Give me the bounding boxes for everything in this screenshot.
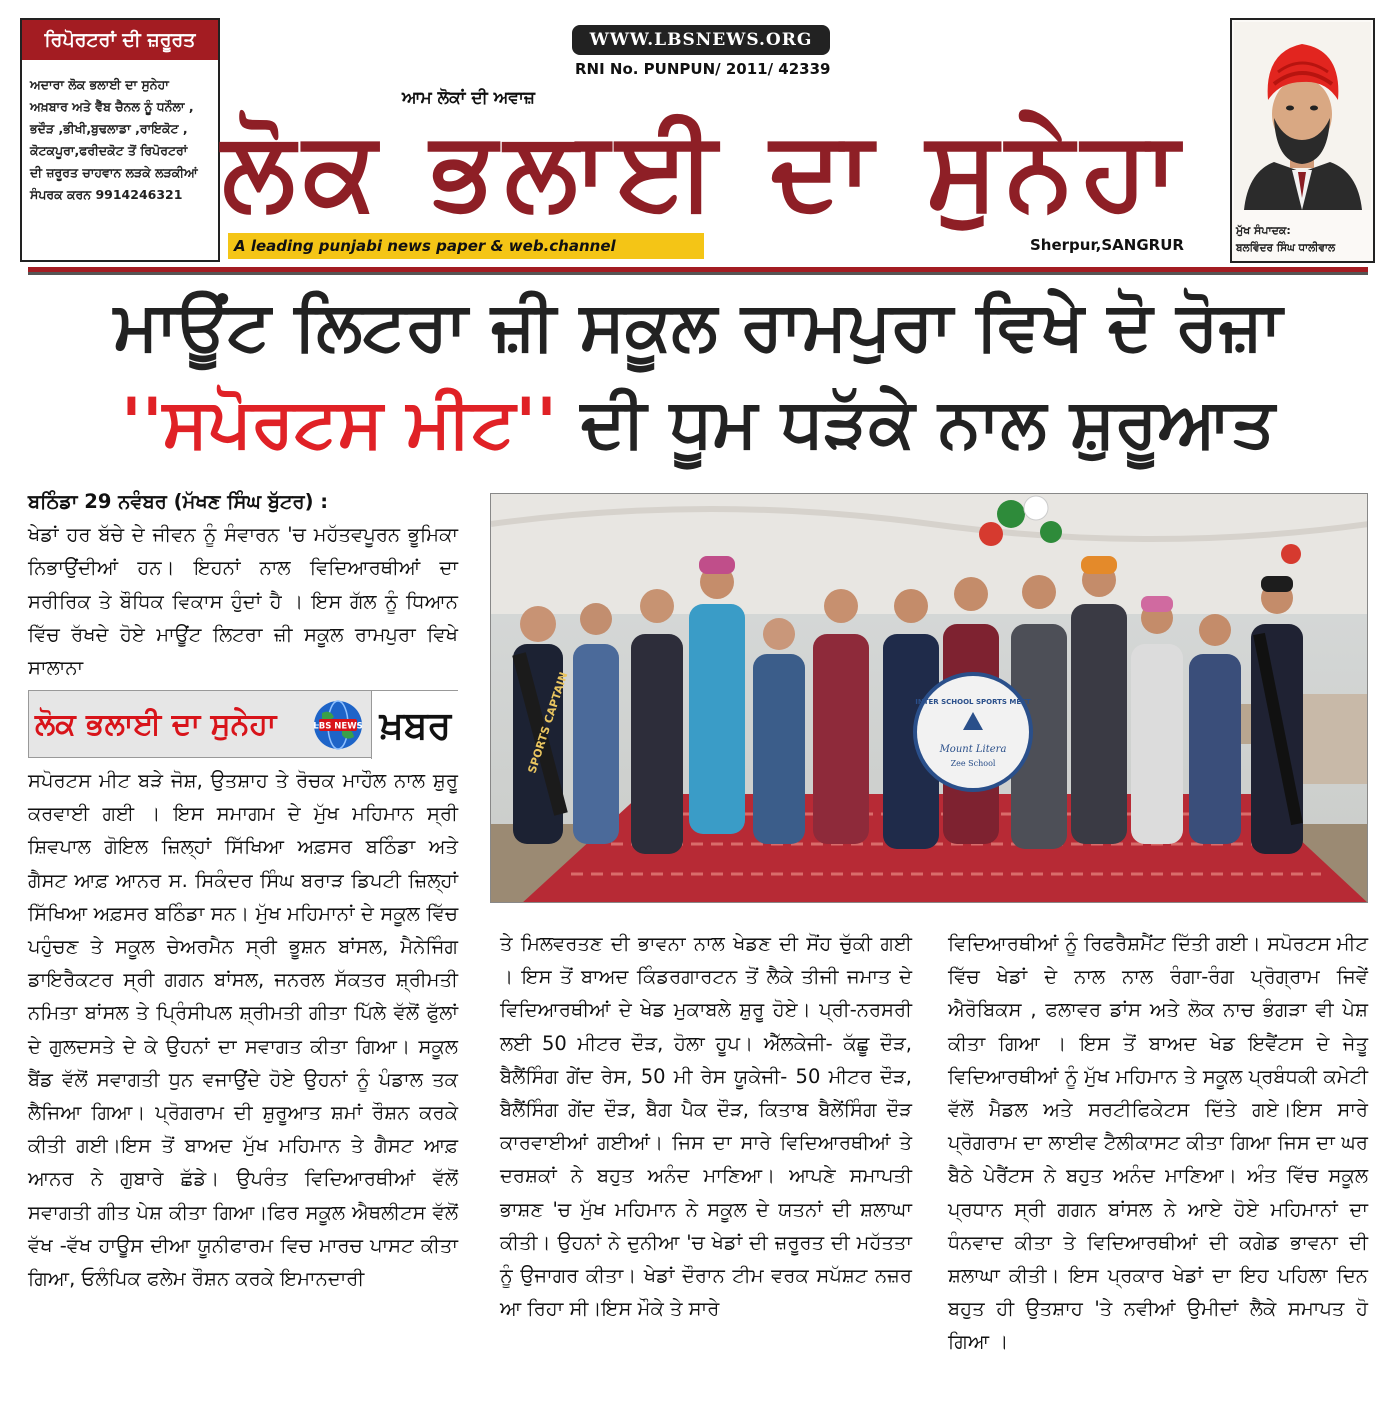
chief-editor-box [1230, 18, 1375, 263]
rni-number: RNI No. PUNPUN/ 2011/ 42339 [575, 60, 831, 78]
article-paragraph: ਖੇਡਾਂ ਹਰ ਬੱਚੇ ਦੇ ਜੀਵਨ ਨੂੰ ਸੰਵਾਰਨ 'ਚ ਮਹੱਤਵਪੂਰਨ ਭੂਮਿਕਾ ਨਿਭਾਉਂਦੀਆਂ ਹਨ। ਇਹਨਾਂ ਨਾਲ ਵਿਦਿਆਰਥੀਆਂ ਦਾ ਸਰੀਰਿਕ ਤੇ ਬੌਧਿਕ ਵਿਕਾਸ ਹੁੰਦਾਂ ਹੈ । ਇਸ ਗੱਲ ਨੂੰ ਧਿਆਨ ਵਿੱਚ ਰੱਖਦੇ ਹੋਏ ਮਾਊਂਟ ਲਿਟਰਾ ਜ਼ੀ ਸਕੂਲ ਰਾਮਪੁਰਾ ਵਿਖੇ ਸਾਲਾਨਾ [28, 523, 458, 680]
article-column-1-top [28, 485, 458, 684]
reporters-wanted-text [22, 60, 218, 206]
badge-paper-name: ਲੋਕ ਭਲਾਈ ਦਾ ਸੁਨੇਹਾ [35, 707, 277, 742]
plaque-line-2: Mount Litera [939, 744, 1007, 755]
event-photo [490, 493, 1368, 903]
article-column-1-bottom [28, 764, 458, 1295]
newspaper-title: ਲੋਕ ਭਲਾਈ ਦਾ ਸੁਨੇਹਾ [222, 108, 1187, 233]
plaque-line-1: INTER SCHOOL SPORTS MEET [915, 698, 1031, 706]
badge-news-word: ਖ਼ਬਰ [371, 691, 459, 759]
masthead-divider-dark [28, 272, 1368, 275]
article-paragraph: ਸਪੋਰਟਸ ਮੀਟ ਬੜੇ ਜੋਸ਼, ਉਤਸ਼ਾਹ ਤੇ ਰੋਚਕ ਮਾਹੌਲ ਨਾਲ ਸ਼ੁਰੂ ਕਰਵਾਈ ਗਈ । ਇਸ ਸਮਾਗਮ ਦੇ ਮੁੱਖ ਮਹਿਮਾਨ ਸ੍ਰੀ ਸ਼ਿਵਪਾਲ ਗੋਇਲ ਜ਼ਿਲ੍ਹਾਂ ਸਿੱਖਿਆ ਅਫ਼ਸਰ ਬਠਿੰਡਾ ਅਤੇ ਗੈਸਟ ਆਫ਼ ਆਨਰ ਸ. ਸਿਕੰਦਰ ਸਿੰਘ ਬਰਾੜ ਡਿਪਟੀ ਜ਼ਿਲ੍ਹਾਂ ਸਿੱਖਿਆ ਅਫ਼ਸਰ ਬਠਿੰਡਾ ਸਨ। ਮੁੱਖ ਮਹਿਮਾਨਾਂ ਦੇ ਸਕੂਲ ਵਿੱਚ ਪਹੁੰਚਣ ਤੇ ਸਕੂਲ ਚੇਅਰਮੈਨ ਸ੍ਰੀ ਭੂਸ਼ਨ ਬਾਂਸਲ, ਮੈਨੇਜਿੰਗ ਡਾਇਰੈਕਟਰ ਸ੍ਰੀ ਗਗਨ ਬਾਂਸਲ, ਜਨਰਲ ਸੱਕਤਰ ਸ਼੍ਰੀਮਤੀ ਨਮਿਤਾ ਬਾਂਸਲ ਤੇ ਪ੍ਰਿੰਸੀਪਲ ਸ਼੍ਰੀਮਤੀ ਗੀਤਾ ਪਿੱਲੇ ਵੱਲੋਂ ਫੁੱਲਾਂ ਦੇ ਗੁਲਦਸਤੇ ਦੇ ਕੇ ਉਹਨਾਂ ਦਾ ਸਵਾਗਤ ਕੀਤਾ ਗਿਆ। ਸਕੂਲ ਬੈਂਡ ਵੱਲੋਂ ਸਵਾਗਤੀ ਧੁਨ ਵਜਾਉਂਦੇ ਹੋਏ ਉਹਨਾਂ ਨੂੰ ਪੰਡਾਲ ਤਕ ਲੈਜਿਆ ਗਿਆ। ਪ੍ਰੋਗਰਾਮ ਦੀ ਸ਼ੁਰੂਆਤ ਸ਼ਮਾਂ ਰੌਸ਼ਨ ਕਰਕੇ ਕੀਤੀ ਗਈ।ਇਸ ਤੋਂ ਬਾਅਦ ਮੁੱਖ ਮਹਿਮਾਨ ਤੇ ਗੈਸਟ ਆਫ਼ ਆਨਰ ਨੇ ਗੁਬਾਰੇ ਛੱਡੇ। ਉਪਰੰਤ ਵਿਦਿਆਰਥੀਆਂ ਵੱਲੋਂ ਸਵਾਗਤੀ ਗੀਤ ਪੇਸ਼ ਕੀਤਾ ਗਿਆ।ਫਿਰ ਸਕੂਲ ਐਥਲੀਟਸ ਵੱਲੋਂ ਵੱਖ -ਵੱਖ ਹਾਊਸ ਦੀਆ ਯੂਨੀਫਾਰਮ ਵਿਚ ਮਾਰਚ ਪਾਸਟ ਕੀਤਾ ਗਿਆ, ਓਲੰਪਿਕ ਫਲੇਮ ਰੌਸ਼ਨ ਕਰਕੇ ਇਮਾਨਦਾਰੀ [28, 769, 458, 1291]
reporters-wanted-heading: ਰਿਪੋਰਟਰਾਂ ਦੀ ਜ਼ਰੂਰਤ [22, 20, 218, 60]
reporters-line: ਦੀ ਜ਼ਰੂਰਤ ਚਾਹਵਾਨ ਲੜਕੇ ਲੜਕੀਆਂ [30, 165, 198, 180]
article-paragraph: ਵਿਦਿਆਰਥੀਆਂ ਨੂੰ ਰਿਫਰੈਸ਼ਮੈਂਟ ਦਿੱਤੀ ਗਈ। ਸਪੋਰਟਸ ਮੀਟ ਵਿੱਚ ਖੇਡਾਂ ਦੇ ਨਾਲ ਨਾਲ ਰੰਗਾ-ਰੰਗ ਪ੍ਰੋਗ੍ਰਾਮ ਜਿਵੇਂ ਐਰੋਬਿਕਸ , ਫਲਾਵਰ ਡਾਂਸ ਅਤੇ ਲੋਕ ਨਾਚ ਭੰਗੜਾ ਵੀ ਪੇਸ਼ ਕੀਤਾ ਗਿਆ । ਇਸ ਤੋਂ ਬਾਅਦ ਖੇਡ ਇਵੈਂਟਸ ਦੇ ਜੇਤੂ ਵਿਦਿਆਰਥੀਆਂ ਨੂੰ ਮੁੱਖ ਮਹਿਮਾਨ ਤੇ ਸਕੂਲ ਪ੍ਰਬੰਧਕੀ ਕਮੇਟੀ ਵੱਲੋਂ ਮੈਡਲ ਅਤੇ ਸਰਟੀਫਿਕੇਟਸ ਦਿੱਤੇ ਗਏ।ਇਸ ਸਾਰੇ ਪ੍ਰੋਗਰਾਮ ਦਾ ਲਾਈਵ ਟੈਲੀਕਾਸਟ ਕੀਤਾ ਗਿਆ ਜਿਸ ਦਾ ਘਰ ਬੈਠੇ ਪੇਰੈਂਟਸ ਨੇ ਬਹੁਤ ਅਨੰਦ ਮਾਣਿਆ। ਅੰਤ ਵਿੱਚ ਸਕੂਲ ਪ੍ਰਧਾਨ ਸ੍ਰੀ ਗਗਨ ਬਾਂਸਲ ਨੇ ਆਏ ਹੋਏ ਮਹਿਮਾਨਾਂ ਦਾ ਧੰਨਵਾਦ ਕੀਤਾ ਤੇ ਵਿਦਿਆਰਥੀਆਂ ਦੀ ਕਗੇਡ ਭਾਵਨਾ ਦੀ ਸ਼ਲਾਘਾ ਕੀਤੀ। ਇਸ ਪ੍ਰਕਾਰ ਖੇਡਾਂ ਦਾ ਇਹ ਪਹਿਲਾ ਦਿਨ ਬਹੁਤ ਹੀ ਉਤਸ਼ਾਹ 'ਤੇ ਨਵੀਆਂ ਉਮੀਦਾਂ ਲੈਕੇ ਸਮਾਪਤ ਹੋ ਗਿਆ । [948, 932, 1368, 1354]
masthead-tagline: ਆਮ ਲੋਕਾਂ ਦੀ ਅਵਾਜ਼ [402, 88, 535, 108]
reporters-wanted-box [20, 18, 220, 262]
reporters-line: ਸੰਪਰਕ ਕਰਨ 9914246321 [30, 187, 183, 202]
reporters-line: ਅਖ਼ਬਾਰ ਅਤੇ ਵੈੱਬ ਚੈਨਲ ਨੂੰ ਧਨੌਲਾ , [30, 99, 194, 114]
reporters-line: ਕੋਟਕਪੂਰਾ,ਫਰੀਦਕੋਟ ਤੋਂ ਰਿਪੋਰਟਰਾਂ [30, 143, 188, 158]
article-column-2 [500, 927, 912, 1325]
headline-line-2 [28, 374, 1368, 474]
news-badge [28, 690, 458, 758]
editor-portrait [1234, 22, 1371, 210]
globe-icon [312, 699, 364, 751]
plaque-line-3: Zee School [950, 759, 996, 768]
leading-line-banner: A leading punjabi news paper & web.channel [228, 233, 704, 259]
headline-rest: ਦੀ ਧੂਮ ਧੜੱਕੇ ਨਾਲ ਸ਼ੁਰੂਆਤ [580, 384, 1275, 463]
reporters-line: ਭਦੌੜ ,ਭੀਖੀ,ਬੁਢਲਾਡਾ ,ਰਾਇਕੋਟ , [30, 121, 188, 136]
website-url[interactable]: WWW.LBSNEWS.ORG [572, 25, 830, 55]
article-dateline: ਬਠਿੰਡਾ 29 ਨਵੰਬਰ (ਮੱਖਣ ਸਿੰਘ ਬੁੱਟਰ) : [28, 490, 329, 513]
headline-line-1: ਮਾਊਂਟ ਲਿਟਰਾ ਜ਼ੀ ਸਕੂਲ ਰਾਮਪੁਰਾ ਵਿਖੇ ਦੋ ਰੋਜ਼ਾ [113, 287, 1283, 366]
article-paragraph: ਤੇ ਮਿਲਵਰਤਣ ਦੀ ਭਾਵਨਾ ਨਾਲ ਖੇਡਣ ਦੀ ਸੋਂਹ ਚੁੱਕੀ ਗਈ । ਇਸ ਤੋਂ ਬਾਅਦ ਕਿੰਡਰਗਾਰਟਨ ਤੋਂ ਲੈਕੇ ਤੀਜੀ ਜਮਾਤ ਦੇ ਵਿਦਿਆਰਥੀਆਂ ਦੇ ਖੇਡ ਮੁਕਾਬਲੇ ਸ਼ੁਰੂ ਹੋਏ। ਪ੍ਰੀ-ਨਰਸਰੀ ਲਈ 50 ਮੀਟਰ ਦੌੜ, ਹੋਲਾ ਹੂਪ। ਐੱਲਕੇਜੀ- ਕੱਛੂ ਦੌੜ, ਬੈਲੈਂਸਿੰਗ ਗੇਂਦ ਰੇਸ, 50 ਮੀ ਰੇਸ ਯੂਕੇਜੀ- 50 ਮੀਟਰ ਦੌੜ, ਬੈਲੈਂਸਿੰਗ ਗੇਂਦ ਦੌੜ, ਬੈਗ ਪੈਕ ਦੌੜ, ਕਿਤਾਬ ਬੈਲੇਂਸਿੰਗ ਦੌੜ ਕਾਰਵਾਈਆਂ ਗਈਆਂ। ਜਿਸ ਦਾ ਸਾਰੇ ਵਿਦਿਆਰਥੀਆਂ ਤੇ ਦਰਸ਼ਕਾਂ ਨੇ ਬਹੁਤ ਅਨੰਦ ਮਾਣਿਆ। ਆਪਣੇ ਸਮਾਪਤੀ ਭਾਸ਼ਣ 'ਚ ਮੁੱਖ ਮਹਿਮਾਨ ਨੇ ਸਕੂਲ ਦੇ ਯਤਨਾਂ ਦੀ ਸ਼ਲਾਘਾ ਕੀਤੀ। ਉਹਨਾਂ ਨੇ ਦੁਨੀਆ 'ਚ ਖੇਡਾਂ ਦੀ ਜ਼ਰੂਰਤ ਦੀ ਮਹੱਤਤਾ ਨੂੰ ਉਜਾਗਰ ਕੀਤਾ। ਖੇਡਾਂ ਦੌਰਾਨ ਟੀਮ ਵਰਕ ਸਪੱਸ਼ਟ ਨਜ਼ਰ ਆ ਰਿਹਾ ਸੀ।ਇਸ ਮੌਕੇ ਤੇ ਸਾਰੇ [500, 932, 912, 1321]
article-column-3 [948, 927, 1368, 1359]
globe-label: LBS NEWS [313, 721, 363, 732]
event-photo-image [491, 494, 1368, 903]
headline-highlight: ''ਸਪੋਰਟਸ ਮੀਟ'' [121, 384, 557, 463]
editor-name: ਬਲਵਿੰਦਰ ਸਿੰਘ ਧਾਲੀਵਾਲ [1236, 242, 1336, 254]
editor-role: ਮੁੱਖ ਸੰਪਾਦਕ: [1236, 224, 1291, 237]
reporters-line: ਅਦਾਰਾ ਲੋਕ ਭਲਾਈ ਦਾ ਸੁਨੇਹਾ [30, 77, 169, 92]
sash-text: SPORTS CAPTAIN [525, 670, 571, 775]
plaque-icon [915, 674, 1031, 790]
publication-place: Sherpur,SANGRUR [1030, 236, 1184, 254]
